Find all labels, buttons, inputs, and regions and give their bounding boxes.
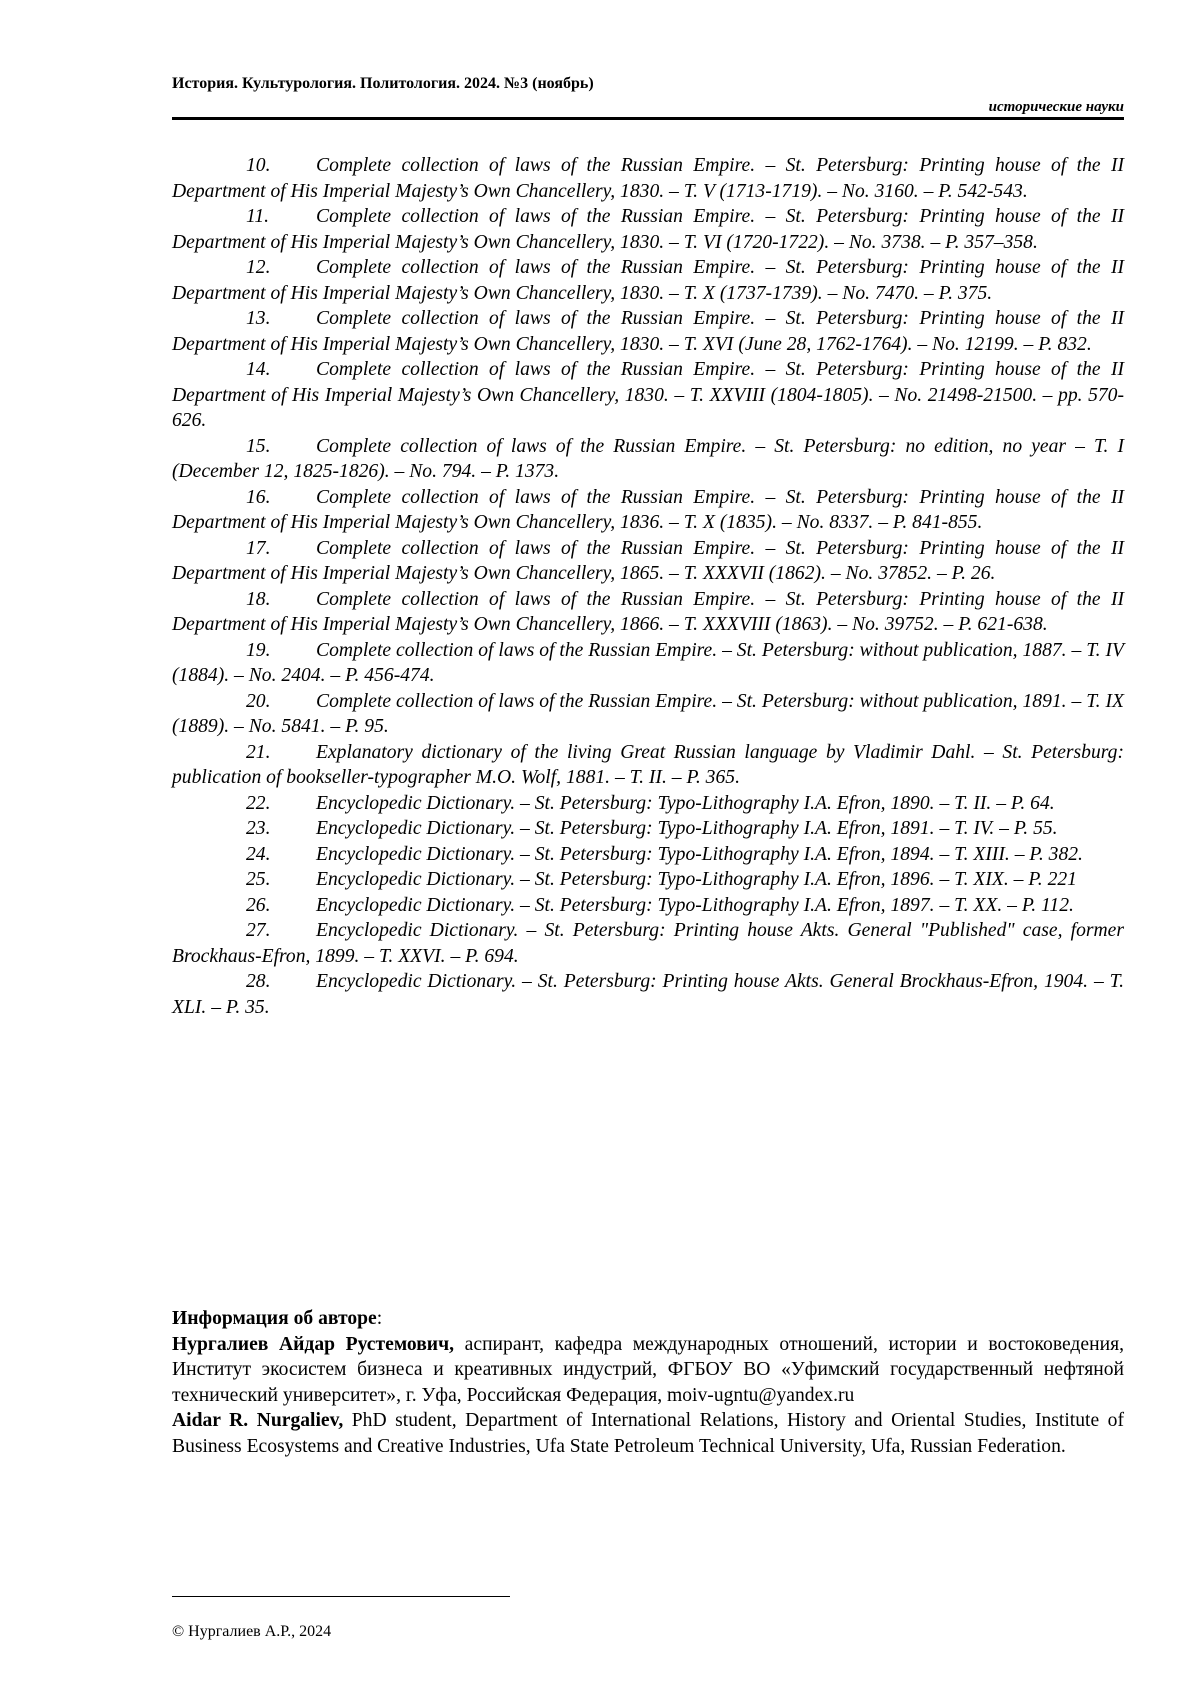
- reference-number: 19.: [246, 639, 271, 661]
- reference-number: 25.: [246, 869, 271, 890]
- reference-item: [172, 204, 1124, 255]
- reference-item: [172, 485, 1124, 536]
- reference-number: 22.: [246, 792, 271, 814]
- reference-item: [172, 918, 1124, 969]
- author-info-heading: [172, 1306, 1124, 1332]
- reference-item: [172, 969, 1124, 1020]
- reference-number: 24.: [246, 843, 271, 865]
- reference-list: [172, 153, 1124, 1020]
- reference-item: [172, 357, 1124, 434]
- reference-item: [172, 816, 1124, 842]
- author-info: [172, 1306, 1124, 1459]
- author-info-heading-colon: :: [376, 1308, 383, 1329]
- reference-number: 18.: [246, 588, 271, 610]
- reference-number: 15.: [246, 435, 271, 457]
- author-name-en: Aidar R. Nurgaliev,: [172, 1410, 344, 1431]
- reference-text: Encyclopedic Dictionary. – St. Petersburg: Typo-Lithography I.A. Efron, 1890. – T. II. – P. 64.: [316, 792, 1055, 814]
- running-header: [172, 74, 1124, 120]
- copyright-notice: © Нургалиев А.Р., 2024: [172, 1623, 332, 1640]
- reference-item: [172, 255, 1124, 306]
- reference-item: [172, 893, 1124, 919]
- journal-title: История. Культурология. Политология. 2024. №3 (ноябрь): [172, 75, 594, 92]
- reference-text: Complete collection of laws of the Russian Empire. – St. Petersburg: no edition, no year – T. I (December 12, 1825-1826). – No. 794. – P. 1373.: [172, 435, 1124, 482]
- reference-item: [172, 740, 1124, 791]
- reference-item: [172, 434, 1124, 485]
- reference-text: Complete collection of laws of the Russian Empire. – St. Petersburg: Printing house of the II Department of His Imperial Majesty’s Own Chancellery, 1830. – T. XVI (June 28, 1762-1764). – No. 12199. – P. 832.: [172, 308, 1124, 355]
- reference-item: [172, 153, 1124, 204]
- author-info-ru: [172, 1332, 1124, 1409]
- reference-item: [172, 867, 1124, 893]
- author-info-heading-text: Информация об авторе: [172, 1308, 377, 1329]
- reference-text: Complete collection of laws of the Russian Empire. – St. Petersburg: Printing house of the II Department of His Imperial Majesty’s Own Chancellery, 1865. – T. XXXVII (1862). – No. 37852. – P. 26.: [172, 537, 1124, 584]
- reference-number: 27.: [246, 920, 271, 941]
- reference-text: Explanatory dictionary of the living Great Russian language by Vladimir Dahl. – St. Petersburg: publication of bookseller-typographer M.O. Wolf, 1881. – T. II. – P. 365.: [172, 741, 1124, 788]
- author-name-ru: Нургалиев Айдар Рустемович,: [172, 1333, 455, 1355]
- reference-item: [172, 791, 1124, 817]
- reference-text: Complete collection of laws of the Russian Empire. – St. Petersburg: Printing house of the II Department of His Imperial Majesty’s Own Chancellery, 1836. – T. X (1835). – No. 8337. – P. 841-855.: [172, 486, 1124, 533]
- reference-text: Complete collection of laws of the Russian Empire. – St. Petersburg: Printing house of the II Department of His Imperial Majesty’s Own Chancellery, 1830. – T. V (1713-1719). – No. 3160. – P. 542-543.: [172, 155, 1124, 202]
- author-info-en: [172, 1408, 1124, 1459]
- reference-text: Complete collection of laws of the Russian Empire. – St. Petersburg: without publication, 1887. – T. IV (1884). – No. 2404. – P. 456-474.: [172, 639, 1124, 686]
- reference-text: Encyclopedic Dictionary. – St. Petersburg: Typo-Lithography I.A. Efron, 1896. – T. XIX. – P. 221: [316, 869, 1077, 890]
- reference-item: [172, 842, 1124, 868]
- reference-text: Complete collection of laws of the Russian Empire. – St. Petersburg: Printing house of the II Department of His Imperial Majesty’s Own Chancellery, 1830. – T. X (1737-1739). – No. 7470. – P. 375.: [172, 257, 1124, 304]
- reference-number: 28.: [246, 971, 271, 992]
- reference-item: [172, 638, 1124, 689]
- author-affiliation-ru: аспирант, кафедра международных отношений, истории и востоковедения, Институт экосистем бизнеса и креативных индустрий, ФГБОУ ВО «Уфимский государственный нефтяной технический университет», г. Уфа, Российская Федерация, moiv-ugntu@yandex.ru: [172, 1333, 1124, 1406]
- reference-text: Encyclopedic Dictionary. – St. Petersburg: Typo-Lithography I.A. Efron, 1897. – T. XX. – P. 112.: [316, 894, 1074, 916]
- footnote-rule: [172, 1596, 510, 1597]
- reference-text: Encyclopedic Dictionary. – St. Petersburg: Typo-Lithography I.A. Efron, 1891. – T. IV. – P. 55.: [316, 818, 1058, 839]
- reference-number: 26.: [246, 894, 271, 916]
- reference-number: 20.: [246, 690, 271, 712]
- reference-item: [172, 536, 1124, 587]
- header-rule: [172, 117, 1124, 120]
- reference-text: Complete collection of laws of the Russian Empire. – St. Petersburg: Printing house of the II Department of His Imperial Majesty’s Own Chancellery, 1830. – T. XXVIII (1804-1805). – No. 21498-21500. – pp. 570-626.: [172, 359, 1124, 431]
- reference-text: Encyclopedic Dictionary. – St. Petersburg: Printing house Akts. General "Published" case, former Brockhaus-Efron, 1899. – T. XXVI. – P. 694.: [172, 920, 1124, 967]
- reference-text: Complete collection of laws of the Russian Empire. – St. Petersburg: Printing house of the II Department of His Imperial Majesty’s Own Chancellery, 1830. – T. VI (1720-1722). – No. 3738. – P. 357–358.: [172, 206, 1124, 253]
- reference-text: Complete collection of laws of the Russian Empire. – St. Petersburg: Printing house of the II Department of His Imperial Majesty’s Own Chancellery, 1866. – T. XXXVIII (1863). – No. 39752. – P. 621-638.: [172, 588, 1124, 635]
- reference-number: 12.: [246, 257, 271, 278]
- reference-number: 11.: [246, 206, 270, 227]
- reference-number: 21.: [246, 741, 271, 763]
- reference-number: 10.: [246, 155, 271, 176]
- reference-number: 17.: [246, 537, 271, 559]
- reference-text: Encyclopedic Dictionary. – St. Petersburg: Typo-Lithography I.A. Efron, 1894. – T. XIII. – P. 382.: [316, 843, 1083, 865]
- reference-item: [172, 587, 1124, 638]
- reference-number: 13.: [246, 308, 271, 329]
- reference-number: 23.: [246, 818, 271, 839]
- reference-text: Complete collection of laws of the Russian Empire. – St. Petersburg: without publication, 1891. – T. IX (1889). – No. 5841. – P. 95.: [172, 690, 1124, 737]
- reference-item: [172, 306, 1124, 357]
- reference-text: Encyclopedic Dictionary. – St. Petersburg: Printing house Akts. General Brockhaus-Efron, 1904. – T. XLI. – P. 35.: [172, 971, 1124, 1018]
- section-label: исторические науки: [988, 99, 1124, 115]
- reference-item: [172, 689, 1124, 740]
- reference-number: 14.: [246, 359, 271, 380]
- author-affiliation-en: PhD student, Department of International Relations, History and Oriental Studies, Institute of Business Ecosystems and Creative Industries, Ufa State Petroleum Technical University, Ufa, Russian Federation.: [172, 1410, 1124, 1457]
- reference-number: 16.: [246, 486, 271, 508]
